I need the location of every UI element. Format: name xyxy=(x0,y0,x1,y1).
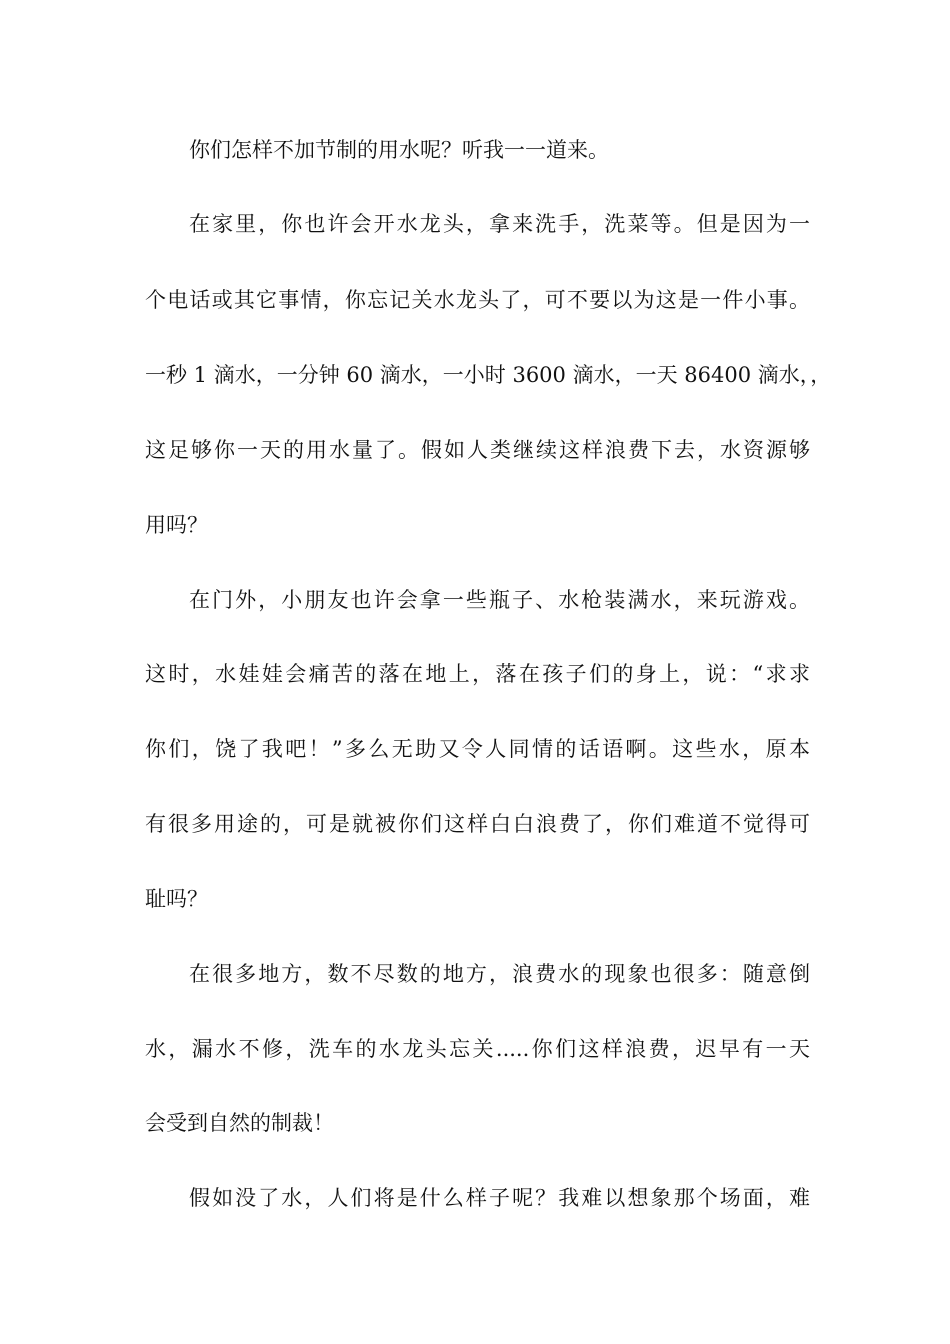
paragraph-line-7: 在门外，小朋友也许会拿一些瓶子、水枪装满水，来玩游戏。 xyxy=(189,588,810,612)
paragraph-line-11: 耻吗？ xyxy=(145,887,208,911)
paragraph-line-4: 一秒 1 滴水，一分钟 60 滴水，一小时 3600 滴水，一天 86400 滴水，， xyxy=(145,363,832,387)
paragraph-line-5: 这足够你一天的用水量了。假如人类继续这样浪费下去，水资源够 xyxy=(145,438,810,462)
paragraph-line-14: 会受到自然的制裁！ xyxy=(145,1111,334,1135)
paragraph-line-12: 在很多地方，数不尽数的地方，浪费水的现象也很多：随意倒 xyxy=(189,962,810,986)
paragraph-line-10: 有很多用途的，可是就被你们这样白白浪费了，你们难道不觉得可 xyxy=(145,812,810,836)
paragraph-line-13: 水，漏水不修，洗车的水龙头忘关.....你们这样浪费，迟早有一天 xyxy=(145,1037,810,1061)
paragraph-line-6: 用吗？ xyxy=(145,513,208,537)
paragraph-line-8: 这时，水娃娃会痛苦的落在地上，落在孩子们的身上，说：“求求 xyxy=(145,662,810,686)
paragraph-line-9: 你们，饶了我吧！”多么无助又令人同情的话语啊。这些水，原本 xyxy=(145,737,810,761)
paragraph-line-1: 你们怎样不加节制的用水呢？听我一一道来。 xyxy=(189,138,609,162)
paragraph-line-3: 个电话或其它事情，你忘记关水龙头了，可不要以为这是一件小事。 xyxy=(145,288,810,312)
paragraph-line-2: 在家里，你也许会开水龙头，拿来洗手，洗菜等。但是因为一 xyxy=(189,212,810,236)
paragraph-line-15: 假如没了水，人们将是什么样子呢？我难以想象那个场面，难 xyxy=(189,1186,810,1210)
